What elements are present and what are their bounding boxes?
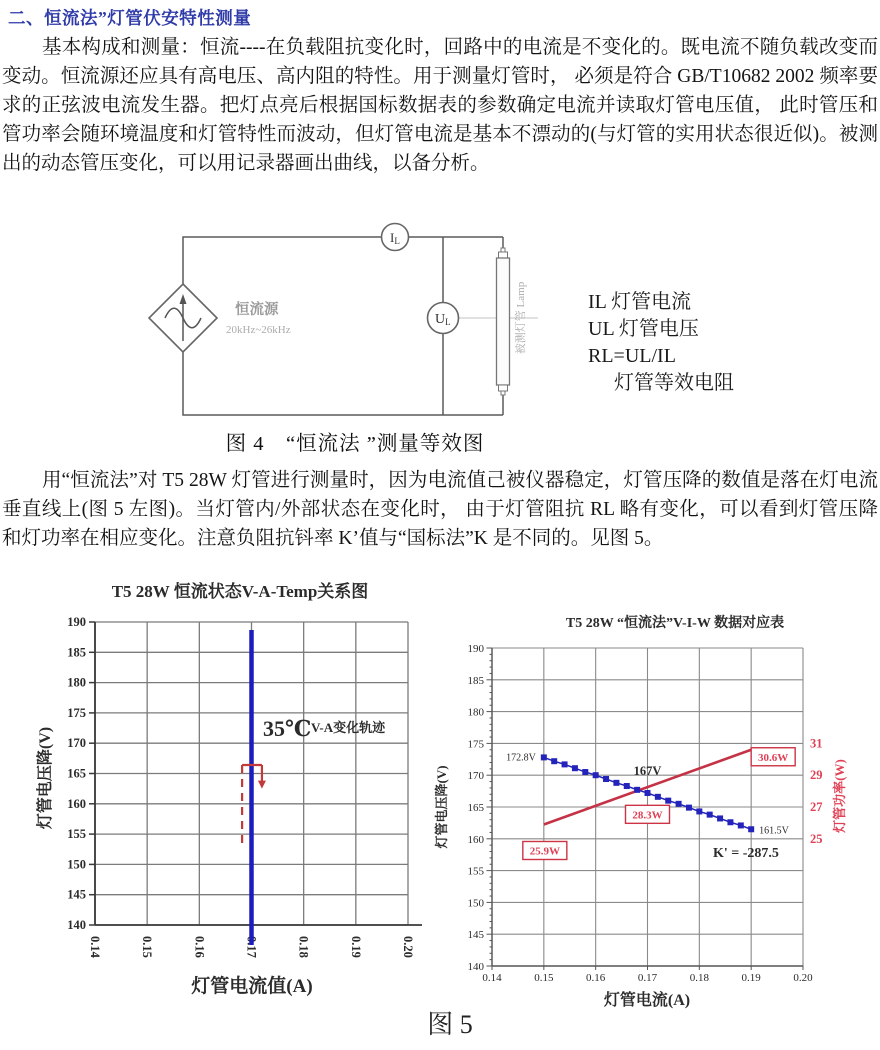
svg-text:T5 28W 恒流状态V-A-Temp关系图: T5 28W 恒流状态V-A-Temp关系图 xyxy=(111,582,369,601)
svg-text:160: 160 xyxy=(467,833,484,846)
slope-annotation xyxy=(713,846,779,861)
svg-text:150: 150 xyxy=(467,897,484,910)
legend-line-il: IL 灯管电流 xyxy=(588,291,692,313)
svg-text:28.3W: 28.3W xyxy=(632,809,663,822)
figure4-circuit-diagram xyxy=(140,210,570,430)
x-axis-title xyxy=(603,990,690,1009)
legend-line-resistance: 灯管等效电阻 xyxy=(614,372,734,394)
figure4-caption: 图 4 “恒流法 ”测量等效图 xyxy=(225,433,485,455)
svg-text:0.19: 0.19 xyxy=(741,972,761,984)
svg-text:25: 25 xyxy=(810,831,823,846)
svg-text:0.14: 0.14 xyxy=(482,972,502,984)
svg-text:145: 145 xyxy=(467,929,484,942)
svg-text:160: 160 xyxy=(67,796,86,811)
svg-text:172.8V: 172.8V xyxy=(506,752,536,764)
right-chart-viw-table xyxy=(432,610,880,1010)
svg-text:0.18: 0.18 xyxy=(689,972,709,984)
svg-text:灯管功率(W): 灯管功率(W) xyxy=(832,759,847,833)
figure5-caption: 图 5 xyxy=(427,1010,473,1039)
svg-text:155: 155 xyxy=(467,865,484,878)
svg-text:185: 185 xyxy=(67,645,86,660)
figure4-legend xyxy=(588,289,734,397)
voltmeter-label: UL xyxy=(435,312,451,327)
svg-text:170: 170 xyxy=(67,736,86,751)
svg-text:30.6W: 30.6W xyxy=(758,751,789,764)
left-axis-tick-labels xyxy=(468,643,485,973)
left-axis-title xyxy=(434,765,449,849)
svg-text:0.20: 0.20 xyxy=(401,936,416,958)
svg-text:27: 27 xyxy=(810,800,823,814)
svg-text:V-A变化轨迹: V-A变化轨迹 xyxy=(311,720,386,735)
svg-text:0.15: 0.15 xyxy=(534,972,554,984)
svg-text:175: 175 xyxy=(67,705,86,720)
legend-line-ul: UL 灯管电压 xyxy=(588,318,699,340)
x-axis-title xyxy=(190,974,312,997)
chart-title xyxy=(566,614,784,631)
svg-text:165: 165 xyxy=(467,802,484,814)
page-title: 二、恒流法”灯管伏安特性测量 xyxy=(8,8,252,28)
source-label: 恒流源 xyxy=(235,302,279,318)
svg-text:190: 190 xyxy=(467,643,484,655)
paragraph-method-description: 基本构成和测量：恒流----在负载阻抗变化时，回路中的电流是不变化的。既电流不随负载改变而变动。恒流源还应具有高电压、高内阻的特性。用于测量灯管时， 必须是符合 GB/T10682 2002 频率要求的正弦波电流发生器。把灯点亮后根据国标数据表的参数确定电流并读取灯管电压值， 此时管压和管功率会随环境温度和灯管特性而波动，但灯管电流是基本不漂动的(与灯管的实用状态很近似)。被测出的动态管压变化，可以用记录器画出曲线，以备分析。 xyxy=(2,37,878,174)
lamp-symbol xyxy=(497,248,510,395)
svg-text:25.9W: 25.9W xyxy=(529,845,560,858)
lamp-label: 被测灯管 Lamp xyxy=(515,281,527,355)
svg-text:K' = -287.5: K' = -287.5 xyxy=(713,846,779,861)
ammeter-label: IL xyxy=(390,230,400,246)
svg-text:145: 145 xyxy=(67,887,86,902)
svg-text:0.14: 0.14 xyxy=(88,936,102,958)
svg-text:175: 175 xyxy=(467,738,484,751)
svg-text:190: 190 xyxy=(67,615,86,629)
voltmeter-UL xyxy=(428,303,459,334)
svg-text:0.16: 0.16 xyxy=(586,972,606,984)
svg-text:0.15: 0.15 xyxy=(140,936,155,958)
svg-text:0.20: 0.20 xyxy=(793,972,813,984)
svg-text:185: 185 xyxy=(467,674,484,687)
paragraph-measurement-notes: 用“恒流法”对 T5 28W 灯管进行测量时，因为电流值己被仪器稳定，灯管压降的数值是落在灯电流垂直线上(图 5 左图)。当灯管内/外部状态在变化时， 由于灯管阻抗 RL 略有变化，可以看到灯管压降和灯功率在相应变化。注意负阻抗钭率 K’值与“国标法”K 是不同的。见图 5。 xyxy=(2,470,878,549)
svg-text:161.5V: 161.5V xyxy=(759,825,789,837)
source-frequency-label: 20kHz~26kHz xyxy=(226,324,291,336)
y-axis-title xyxy=(35,727,54,830)
svg-text:140: 140 xyxy=(67,918,86,932)
svg-text:灯管电流(A): 灯管电流(A) xyxy=(603,992,691,1009)
svg-text:0.19: 0.19 xyxy=(348,936,363,958)
svg-text:140: 140 xyxy=(467,961,484,973)
svg-text:0.16: 0.16 xyxy=(192,936,207,958)
svg-text:165: 165 xyxy=(67,766,86,781)
svg-text:0.18: 0.18 xyxy=(296,936,311,958)
svg-text:35℃: 35℃ xyxy=(263,716,312,741)
svg-text:灯管电流值(A): 灯管电流值(A) xyxy=(191,976,313,997)
svg-text:180: 180 xyxy=(467,706,484,719)
svg-text:170: 170 xyxy=(467,770,484,783)
x-axis-tick-labels xyxy=(482,972,813,984)
svg-text:0.17: 0.17 xyxy=(244,936,259,958)
svg-text:31: 31 xyxy=(810,736,823,751)
svg-text:灯管电压降(V): 灯管电压降(V) xyxy=(434,765,449,849)
ammeter-IL xyxy=(382,224,409,251)
svg-text:167V: 167V xyxy=(633,764,662,779)
y-axis-tick-labels xyxy=(67,615,86,932)
svg-text:150: 150 xyxy=(67,857,86,872)
chart-title xyxy=(112,581,369,601)
temperature-annotation xyxy=(263,716,386,741)
svg-text:0.17: 0.17 xyxy=(637,972,658,984)
svg-text:29: 29 xyxy=(810,768,823,783)
svg-text:155: 155 xyxy=(67,827,86,842)
constant-current-source-symbol xyxy=(149,284,217,352)
right-axis-title xyxy=(832,759,847,834)
legend-line-rl: RL=UL/IL xyxy=(588,345,676,367)
svg-text:灯管电压降(V): 灯管电压降(V) xyxy=(37,726,54,830)
svg-text:180: 180 xyxy=(67,675,86,690)
left-chart-va-temp xyxy=(30,578,430,1010)
svg-text:T5 28W “恒流法”V-I-W 数据对应表: T5 28W “恒流法”V-I-W 数据对应表 xyxy=(565,616,785,631)
right-axis-tick-labels xyxy=(810,736,823,845)
